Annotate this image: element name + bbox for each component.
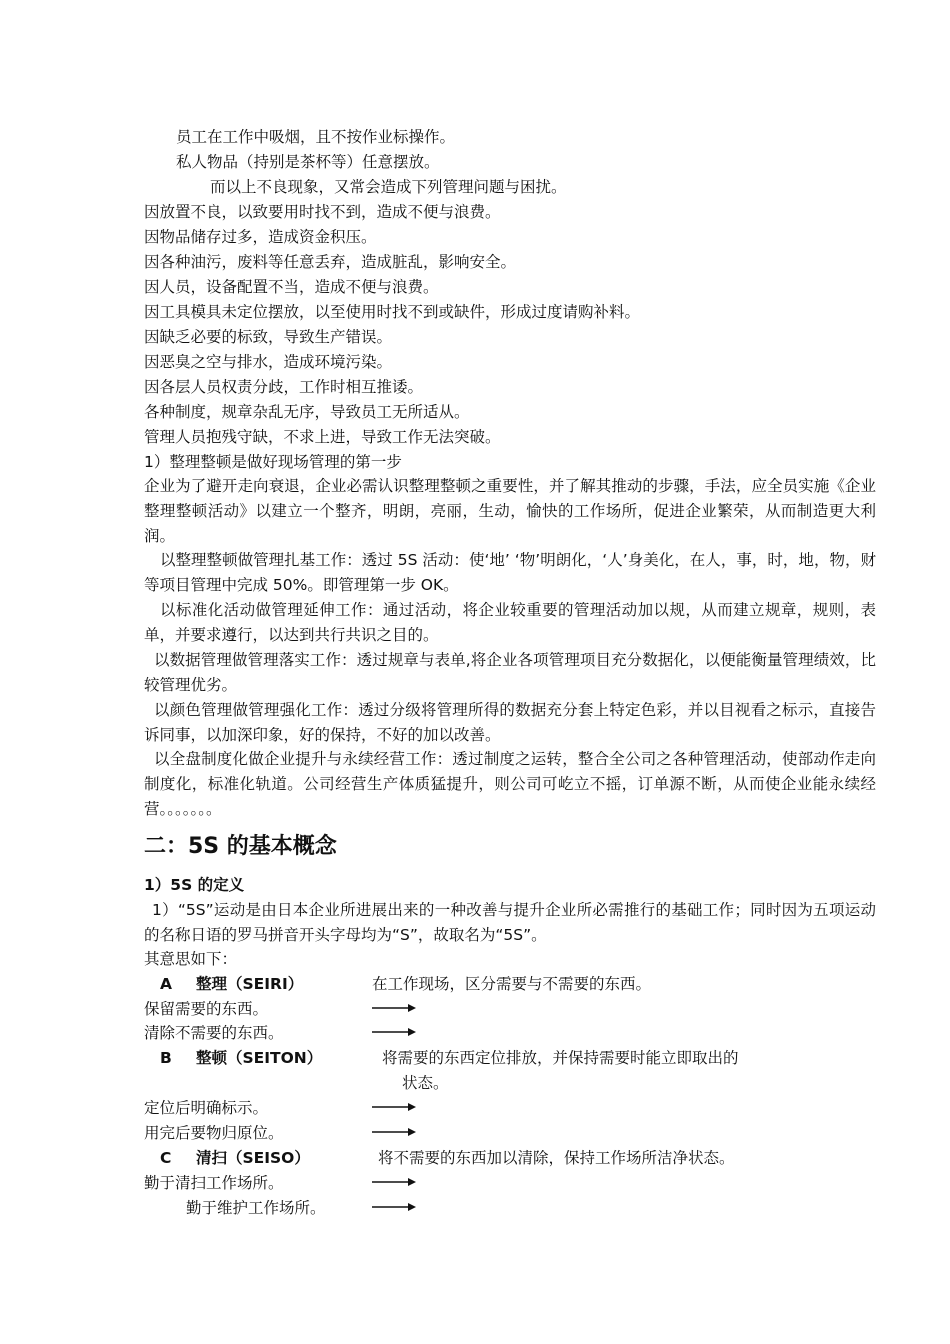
text-line: 私人物品（持别是茶杯等）任意摆放。 — [176, 153, 440, 171]
term-item: 清除不需要的东西。 — [144, 1024, 284, 1042]
term-letter: C — [160, 1149, 172, 1167]
term-item: 保留需要的东西。 — [144, 1000, 269, 1018]
text-line: 员工在工作中吸烟，且不按作业标操作。 — [176, 128, 456, 146]
arrow-right-icon — [372, 1176, 416, 1188]
text-line: 因人员，设备配置不当，造成不便与浪费。 — [144, 278, 439, 296]
term-item: 勤于维护工作场所。 — [186, 1199, 326, 1217]
text-line: 因各层人员权责分歧，工作时相互推诿。 — [144, 378, 424, 396]
arrow-right-icon — [372, 1026, 416, 1038]
paragraph: 企业为了避开走向衰退，企业必需认识整理整顿之重要性，并了解其推动的步骤，手法，应全员实施《企业整理整顿活动》以建立一个整齐，明朗，亮丽，生动，愉快的工作场所，促进企业繁荣，从而制造更大利润。 — [144, 477, 876, 545]
text-line: 而以上不良现象，又常会造成下列管理问题与困扰。 — [210, 178, 567, 196]
text-line: 因缺乏必要的标致，导致生产错误。 — [144, 328, 393, 346]
definition-paragraph: 1）“5S”运动是由日本企业所进展出来的一种改善与提升企业所必需推行的基础工作；同时因为五项运动的名称日语的罗马拼音开头字母均为“S”，故取名为“5S”。 — [144, 901, 876, 944]
intro-line: 其意思如下： — [144, 950, 238, 968]
arrow-right-icon — [372, 1101, 416, 1113]
term-name: 清扫（SEISO） — [196, 1149, 310, 1167]
paragraph: 以整理整顿做管理扎基工作：透过 5S 活动：使‘地’ ‘物’明朗化，‘人’身美化，在人，事，时，地，物，财等项目管理中完成 50%。即管理第一步 OK。 — [144, 551, 876, 594]
text-line: 管理人员抱残守缺，不求上进，导致工作无法突破。 — [144, 428, 501, 446]
subsection-title: 1）5S 的定义 — [144, 876, 245, 894]
term-item: 定位后明确标示。 — [144, 1099, 269, 1117]
term-item: 用完后要物归原位。 — [144, 1124, 284, 1142]
text-line: 因各种油污，废料等任意丢弃，造成脏乱，影响安全。 — [144, 253, 517, 271]
term-item: 勤于清扫工作场所。 — [144, 1174, 284, 1192]
text-line: 各种制度，规章杂乱无序，导致员工无所适从。 — [144, 403, 470, 421]
term-description: 将不需要的东西加以清除，保持工作场所洁净状态。 — [378, 1149, 735, 1167]
term-name: 整理（SEIRI） — [196, 975, 304, 993]
term-description: 将需要的东西定位排放，并保持需要时能立即取出的 — [382, 1049, 739, 1067]
paragraph: 以标准化活动做管理延伸工作：通过活动，将企业较重要的管理活动加以规，从而建立规章，规则，表单，并要求遵行，以达到共行共识之目的。 — [144, 601, 876, 644]
paragraph: 以颜色管理做管理强化工作：透过分级将管理所得的数据充分套上特定色彩，并以目视看之标示，直接告诉同事，以加深印象，好的保持，不好的加以改善。 — [144, 701, 876, 744]
paragraph: 以数据管理做管理落实工作：透过规章与表单,将企业各项管理项目充分数据化，以便能衡量管理绩效，比较管理优劣。 — [144, 651, 876, 694]
term-letter: A — [160, 975, 172, 993]
term-letter: B — [160, 1049, 172, 1067]
term-name: 整顿（SEITON） — [196, 1049, 323, 1067]
text-line: 因物品储存过多，造成资金积压。 — [144, 228, 377, 246]
term-description: 在工作现场，区分需要与不需要的东西。 — [372, 975, 652, 993]
text-line: 因工具模具未定位摆放，以至使用时找不到或缺件，形成过度请购补料。 — [144, 303, 641, 321]
paragraph: 以全盘制度化做企业提升与永续经营工作：透过制度之运转，整合全公司之各种管理活动，使部动作走向制度化，标准化轨道。公司经营生产体质猛提升，则公司可屹立不摇，订单源不断，从而使企业能永续经营。。。。。。。 — [144, 750, 876, 818]
section-heading-1: 1）整理整顿是做好现场管理的第一步 — [144, 453, 402, 471]
arrow-right-icon — [372, 1201, 416, 1213]
arrow-right-icon — [372, 1002, 416, 1014]
term-description-continued: 状态。 — [402, 1074, 449, 1092]
arrow-right-icon — [372, 1126, 416, 1138]
text-line: 因放置不良，以致要用时找不到，造成不便与浪费。 — [144, 203, 501, 221]
text-line: 因恶臭之空与排水，造成环境污染。 — [144, 353, 393, 371]
section-title: 二：5S 的基本概念 — [144, 834, 337, 859]
